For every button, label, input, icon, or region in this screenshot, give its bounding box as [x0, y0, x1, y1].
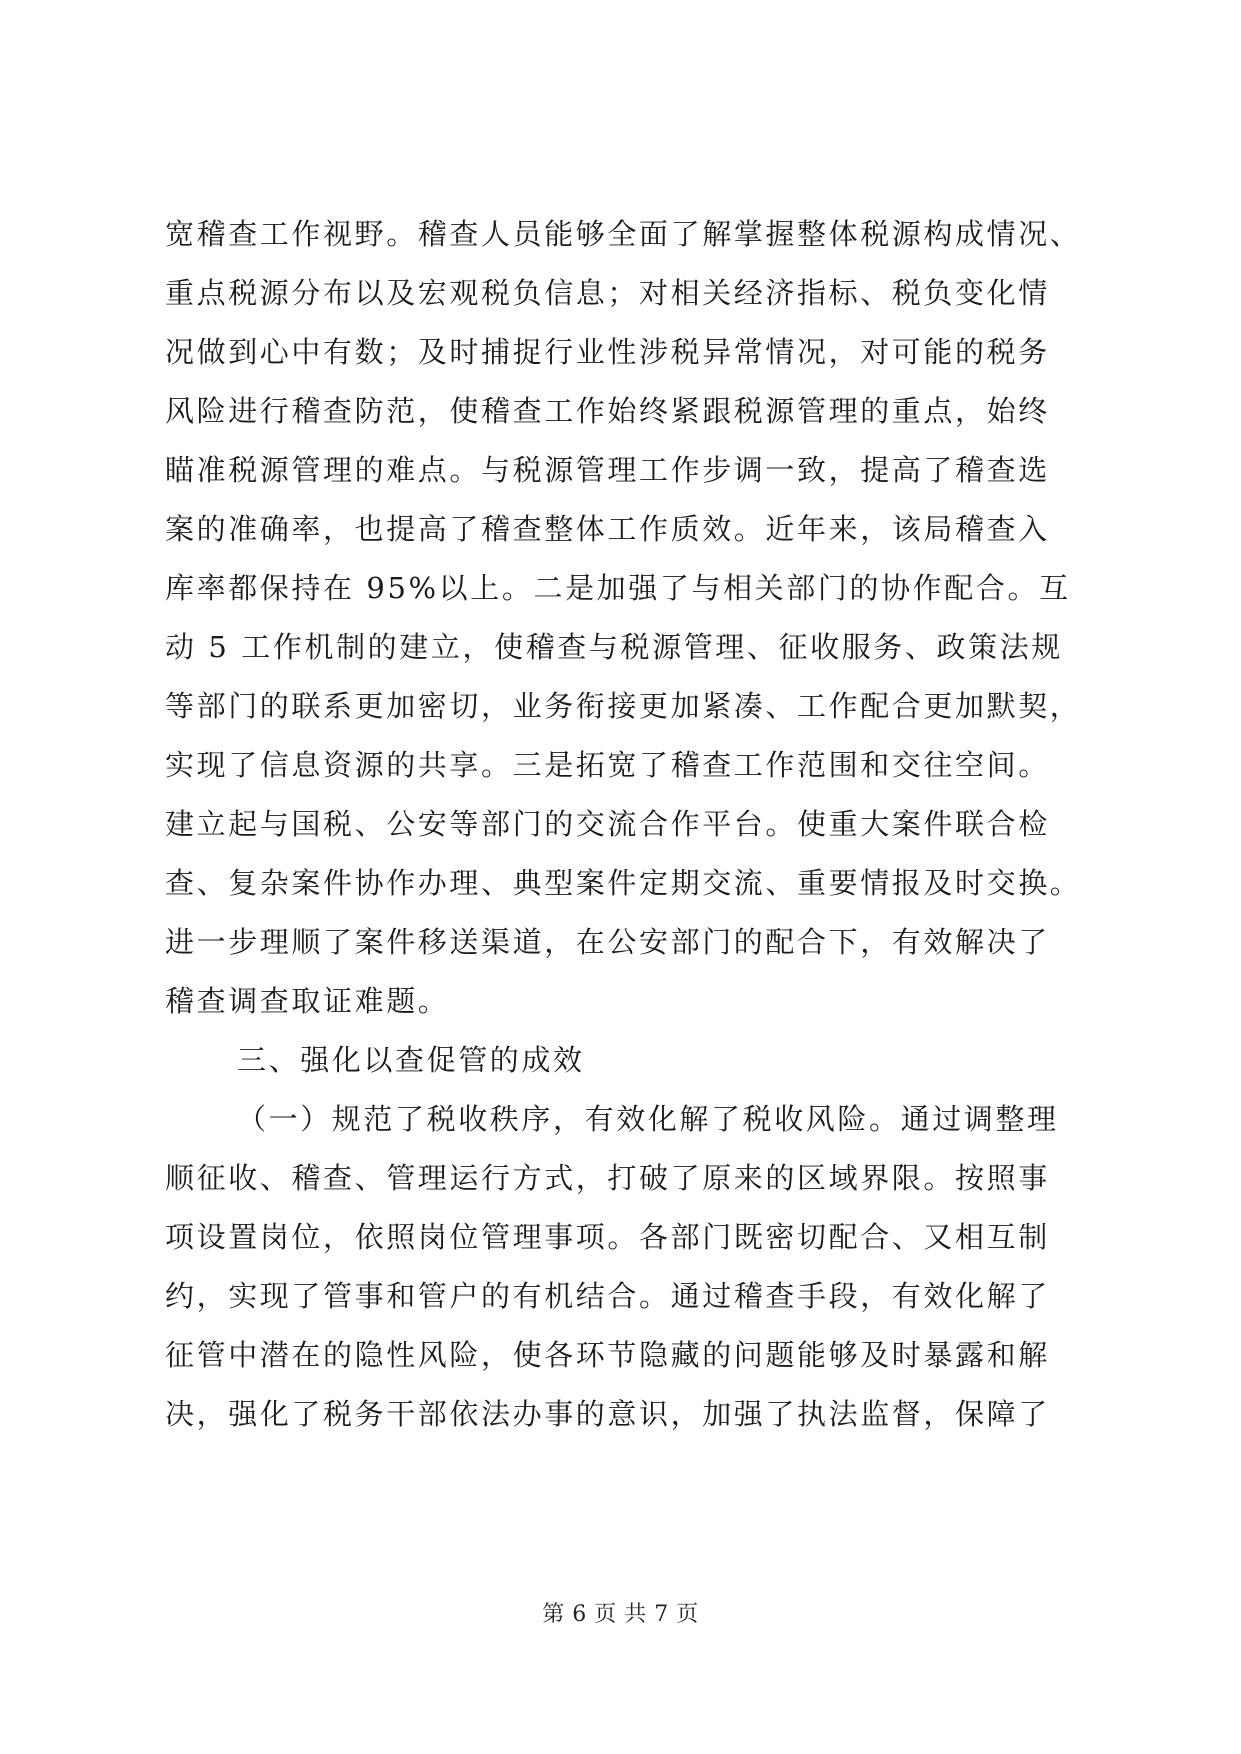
body-text-line: 实现了信息资源的共享。三是拓宽了稽查工作范围和交往空间。: [165, 748, 1050, 782]
body-text-line: 重点税源分布以及宏观税负信息；对相关经济指标、税负变化情: [165, 276, 1050, 310]
body-text-line: 稽查调查取证难题。: [165, 984, 450, 1018]
body-text-line: 宽稽查工作视野。稽查人员能够全面了解掌握整体税源构成情况、: [165, 217, 1082, 251]
body-text-line: 建立起与国税、公安等部门的交流合作平台。使重大案件联合检: [165, 807, 1050, 841]
body-text-line: 决，强化了税务干部依法办事的意识，加强了执法监督，保障了: [165, 1397, 1050, 1431]
body-text-line: 瞄准税源管理的难点。与税源管理工作步调一致，提高了稽查选: [165, 453, 1050, 487]
paragraph-first-line: （一）规范了税收秩序，有效化解了税收风险。通过调整理: [237, 1102, 1059, 1136]
body-text-line: 征管中潜在的隐性风险，使各环节隐藏的问题能够及时暴露和解: [165, 1338, 1050, 1372]
section-heading: 三、强化以查促管的成效: [237, 1043, 585, 1077]
body-text-line: 风险进行稽查防范，使稽查工作始终紧跟税源管理的重点，始终: [165, 394, 1050, 428]
body-text-line: 约，实现了管事和管户的有机结合。通过稽查手段，有效化解了: [165, 1279, 1050, 1313]
page-number-footer: 第 6 页 共 7 页: [542, 1602, 699, 1627]
body-text-line: 顺征收、稽查、管理运行方式，打破了原来的区域界限。按照事: [165, 1161, 1050, 1195]
body-text-line: 等部门的联系更加密切，业务衔接更加紧凑、工作配合更加默契，: [165, 689, 1082, 723]
body-text-line: 况做到心中有数；及时捕捉行业性涉税异常情况，对可能的税务: [165, 335, 1050, 369]
body-text-line: 动 5 工作机制的建立，使稽查与税源管理、征收服务、政策法规: [165, 630, 1063, 664]
body-text-line: 库率都保持在 95%以上。二是加强了与相关部门的协作配合。互: [165, 571, 1071, 605]
body-text-line: 案的准确率，也提高了稽查整体工作质效。近年来，该局稽查入: [165, 512, 1050, 546]
body-text-line: 项设置岗位，依照岗位管理事项。各部门既密切配合、又相互制: [165, 1220, 1050, 1254]
body-text-line: 进一步理顺了案件移送渠道，在公安部门的配合下，有效解决了: [165, 925, 1050, 959]
body-text-line: 查、复杂案件协作办理、典型案件定期交流、重要情报及时交换。: [165, 866, 1082, 900]
